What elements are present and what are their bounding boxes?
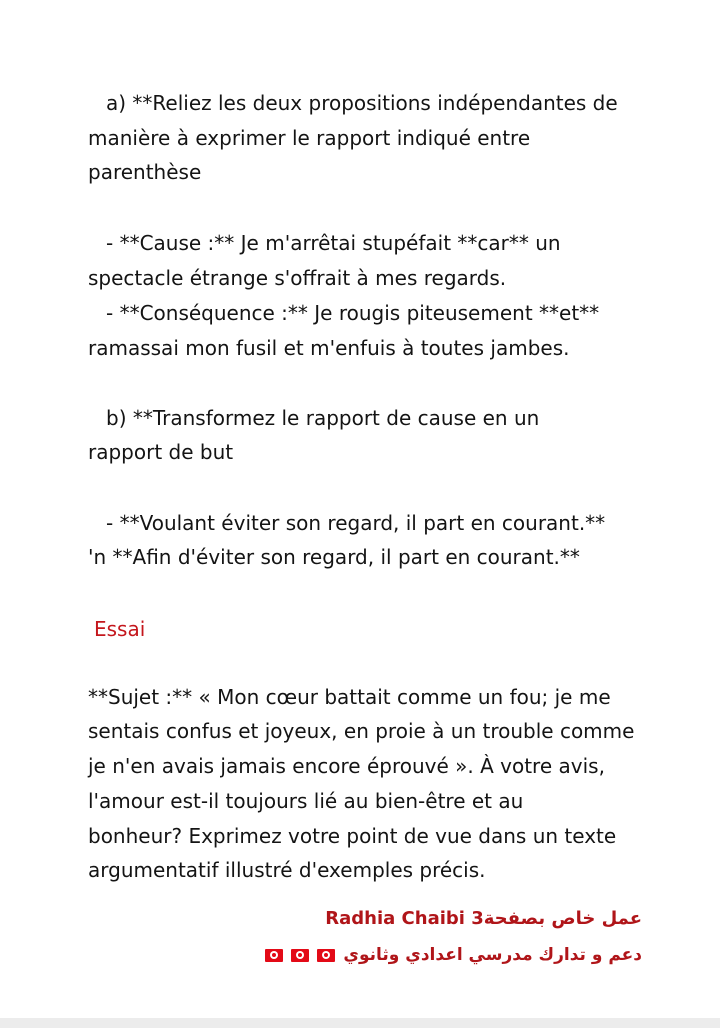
exercise-a-item-cause-cont: spectacle étrange s'offrait à mes regards. [88,266,507,290]
exercise-a-title-line-3: parenthèse [88,160,202,184]
exercise-a-title-line-1: a) **Reliez les deux propositions indépendantes de [106,91,618,115]
essai-line-5: bonheur? Exprimez votre point de vue dans un texte [88,824,617,848]
tunisia-flag-icon [265,949,283,962]
exercise-a-item-cause: - **Cause :** Je m'arrêtai stupéfait **car** un [106,231,561,255]
essai-heading: Essai [94,617,146,641]
essai-line-3: je n'en avais jamais encore éprouvé ». À votre avis, [88,754,605,778]
essai-line-1: **Sujet :** « Mon cœur battait comme un fou; je me [88,685,611,709]
exercise-a-item-consequence-cont: ramassai mon fusil et m'enfuis à toutes jambes. [88,336,570,360]
footer-author-line: Radhia Chaibi عمل خاص بصفحة3 [325,908,642,929]
essai-line-4: l'amour est-il toujours lié au bien-être et au [88,789,524,813]
essai-line-2: sentais confus et joyeux, en proie à un trouble comme [88,719,635,743]
exercise-b-item-2: 'n **Afin d'éviter son regard, il part en courant.** [88,545,580,569]
tunisia-flag-icon [317,949,335,962]
footer-page-name: دعم و تدارك مدرسي اعدادي وثانوي [343,945,642,965]
exercise-b-title-line-2: rapport de but [88,440,234,464]
essai-line-6: argumentatif illustré d'exemples précis. [88,858,486,882]
exercise-b-title-line-1: b) **Transformez le rapport de cause en un [106,406,540,430]
page-bottom-edge [0,1018,720,1028]
exercise-a-title-line-2: manière à exprimer le rapport indiqué entre [88,126,531,150]
exercise-b-item-1: - **Voulant éviter son regard, il part en courant.** [106,511,606,535]
tunisia-flag-icon [291,949,309,962]
exercise-a-item-consequence: - **Conséquence :** Je rougis piteusement **et** [106,301,600,325]
footer-page-line [265,940,642,970]
